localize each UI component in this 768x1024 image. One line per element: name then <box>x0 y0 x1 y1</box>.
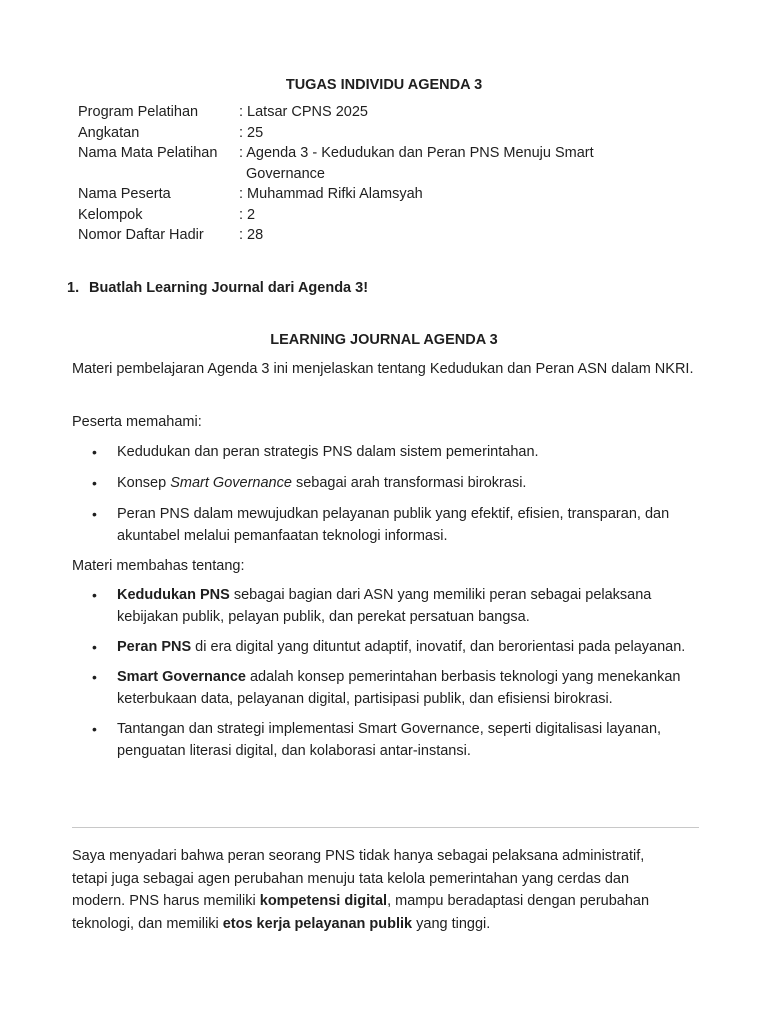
list-item-text: adalah konsep pemerintahan berbasis teknologi yang menekankan keterbukaan data, pelayanan digital, partisipasi publik, dan efisiensi birokrasi. <box>117 669 681 707</box>
list-item <box>72 584 702 628</box>
journal-title: LEARNING JOURNAL AGENDA 3 <box>270 332 498 348</box>
closing-paragraph <box>72 845 682 935</box>
closing-bold: kompetensi digital <box>259 893 388 909</box>
closing-text: Saya menyadari bahwa peran seorang PNS tidak hanya sebagai pelaksana administratif, tetapi juga sebagai agen perubahan menuju tata kelola pemerintahan yang cerdas dan modern. PNS harus memiliki <box>72 848 645 909</box>
understand-label: Peserta memahami: <box>72 414 202 430</box>
info-row <box>78 143 639 184</box>
info-row <box>78 184 639 205</box>
info-row <box>78 225 639 246</box>
info-label: Angkatan <box>78 124 140 141</box>
list-item-emphasis: Smart Governance <box>170 475 292 491</box>
discuss-list <box>72 584 702 762</box>
info-label: Nomor Daftar Hadir <box>78 227 204 243</box>
closing-text: yang tinggi. <box>412 915 491 932</box>
closing-text: , mampu beradaptasi dengan perubahan teknologi, dan memiliki <box>72 893 650 932</box>
list-item: • Kedudukan dan peran strategis PNS dalam sistem pemerintahan. <box>72 441 702 463</box>
info-row <box>78 123 639 144</box>
list-item-text: sebagai arah transformasi birokrasi. <box>291 475 527 491</box>
list-item-bold: Peran PNS <box>117 639 192 655</box>
info-value: : 2 <box>239 206 256 223</box>
closing-bold: etos kerja pelayanan publik <box>222 915 413 932</box>
intro-paragraph: Materi pembelajaran Agenda 3 ini menjelaskan tentang Kedudukan dan Peran ASN dalam NKRI. <box>72 361 694 377</box>
participant-info-table <box>78 102 639 246</box>
info-row <box>78 205 639 226</box>
document-title: TUGAS INDIVIDU AGENDA 3 <box>285 77 483 93</box>
list-item-text: Konsep <box>117 475 171 491</box>
section-divider <box>72 827 699 828</box>
list-item <box>72 472 702 494</box>
list-item-text: di era digital yang dituntut adaptif, inovatif, dan berorientasi pada pelayanan. <box>191 639 686 655</box>
question-item <box>67 279 368 297</box>
info-value: : 25 <box>239 124 264 141</box>
list-item <box>72 666 702 710</box>
info-label: Program Pelatihan <box>78 104 199 120</box>
list-item-text: Tantangan dan strategi implementasi Smart Governance, seperti digitalisasi layanan, penguatan literasi digital, dan kolaborasi antar-instansi. <box>117 721 662 759</box>
list-item-text: sebagai bagian dari ASN yang memiliki peran sebagai pelaksana kebijakan publik, pelayan publik, dan perekat persatuan bangsa. <box>117 587 652 625</box>
understand-list <box>72 441 702 547</box>
list-item <box>72 636 702 658</box>
info-value: : Latsar CPNS 2025 <box>239 104 368 120</box>
info-row <box>78 102 639 123</box>
info-label: Nama Mata Pelatihan <box>78 145 218 161</box>
info-label: Kelompok <box>78 206 143 223</box>
info-value <box>239 143 639 184</box>
info-value-line: : Agenda 3 - Kedudukan dan Peran PNS Menuju Smart <box>239 145 594 161</box>
info-value-line-cont: Governance <box>246 165 325 182</box>
question-number: 1. <box>67 280 80 296</box>
list-item-bold: Smart Governance <box>117 669 246 685</box>
discuss-label: Materi membahas tentang: <box>72 558 245 574</box>
info-label: Nama Peserta <box>78 186 171 202</box>
list-item <box>72 718 702 762</box>
info-value: : Muhammad Rifki Alamsyah <box>239 186 423 202</box>
list-item: • Peran PNS dalam mewujudkan pelayanan publik yang efektif, efisien, transparan, dan akuntabel melalui pemanfaatan teknologi informasi. <box>72 503 702 547</box>
info-value: : 28 <box>239 227 264 243</box>
list-item-bold: Kedudukan PNS <box>117 587 230 603</box>
question-text: Buatlah Learning Journal dari Agenda 3! <box>89 280 369 296</box>
